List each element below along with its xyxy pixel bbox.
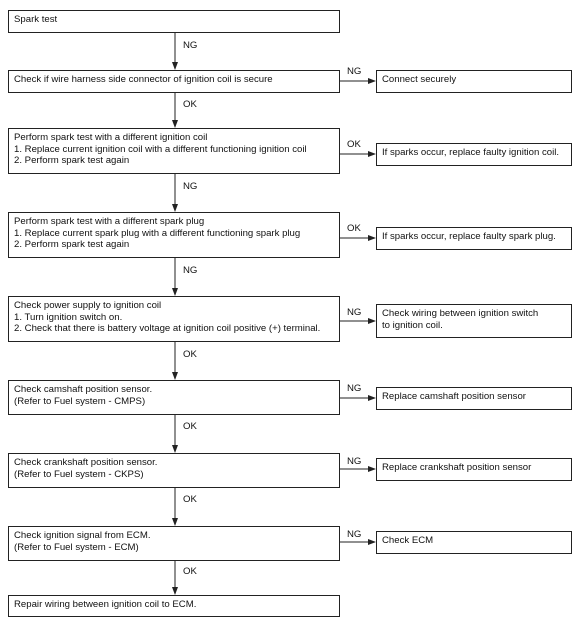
branch-replace-ignition-coil: [376, 143, 572, 166]
down-arrow-head: [172, 587, 178, 595]
branch-label-4: NG: [347, 307, 362, 318]
step-spark-test: [8, 10, 340, 33]
branch-label-1: NG: [347, 66, 362, 77]
step-text: Perform spark test with a different ignition coil: [14, 132, 208, 143]
branch-text: Replace camshaft position sensor: [382, 391, 526, 402]
step-test-ignition-coil: [8, 128, 340, 174]
step-check-cmps: [8, 380, 340, 415]
branch-arrow-head: [368, 151, 376, 157]
branch-text: Replace crankshaft position sensor: [382, 462, 532, 473]
step-text: (Refer to Fuel system - CKPS): [14, 468, 144, 480]
step-text: 2. Perform spark test again: [14, 239, 130, 250]
down-label-4: NG: [183, 265, 198, 276]
branch-arrow-head: [368, 78, 376, 84]
step-test-spark-plug: [8, 212, 340, 258]
branch-label-6: NG: [347, 456, 362, 467]
step-text: (Refer to Fuel system - ECM): [14, 541, 139, 553]
step-text: Check crankshaft position sensor.: [14, 457, 158, 468]
step-text: Perform spark test with a different spark plug: [14, 216, 205, 227]
step-text: Check ignition signal from ECM.: [14, 530, 151, 541]
branch-text: Check ECM: [382, 535, 434, 546]
branch-label-2: OK: [347, 139, 361, 150]
step-text: (Refer to Fuel system - CMPS): [14, 395, 146, 407]
branch-label-7: NG: [347, 529, 362, 540]
branch-check-ecm: [376, 531, 572, 554]
down-arrow-head: [172, 288, 178, 296]
branch-text: Check wiring between ignition switch: [382, 308, 539, 319]
step-text: Check if wire harness side connector of ignition coil is secure: [14, 74, 273, 85]
step-text: Check power supply to ignition coil: [14, 300, 162, 311]
branch-text: to ignition coil.: [382, 319, 443, 331]
step-text: Check camshaft position sensor.: [14, 384, 153, 395]
down-label-5: OK: [183, 349, 197, 360]
step-text: 1. Turn ignition switch on.: [14, 311, 123, 323]
down-label-3: NG: [183, 181, 198, 192]
down-arrow-head: [172, 204, 178, 212]
down-arrow-head: [172, 445, 178, 453]
step-text: 1. Replace current spark plug with a different functioning spark plug: [14, 227, 301, 239]
down-arrow-head: [172, 62, 178, 70]
branch-arrow-head: [368, 318, 376, 324]
step-text: 1. Replace current ignition coil with a different functioning ignition coil: [14, 143, 307, 155]
branch-label-3: OK: [347, 223, 361, 234]
branch-text: Connect securely: [382, 74, 457, 85]
down-arrow-head: [172, 518, 178, 526]
branch-check-switch-wiring: [376, 304, 572, 338]
down-label-6: OK: [183, 421, 197, 432]
step-text: 2. Perform spark test again: [14, 155, 130, 166]
branch-replace-cmps: [376, 387, 572, 410]
down-label-8: OK: [183, 566, 197, 577]
branch-arrow-head: [368, 395, 376, 401]
branch-label-5: NG: [347, 383, 362, 394]
branch-text: If sparks occur, replace faulty spark plug.: [382, 231, 556, 242]
branch-arrow-head: [368, 539, 376, 545]
step-check-power-supply: [8, 296, 340, 342]
step-text: Spark test: [14, 14, 58, 25]
down-label-1: NG: [183, 40, 198, 51]
branch-replace-ckps: [376, 458, 572, 481]
down-label-2: OK: [183, 99, 197, 110]
step-check-ckps: [8, 453, 340, 488]
branch-replace-spark-plug: [376, 227, 572, 250]
branch-text: If sparks occur, replace faulty ignition coil.: [382, 147, 560, 158]
step-repair-wiring: [8, 595, 340, 617]
step-text: Repair wiring between ignition coil to ECM.: [14, 599, 197, 610]
down-arrow-head: [172, 372, 178, 380]
down-label-7: OK: [183, 494, 197, 505]
step-check-connector: [8, 70, 340, 93]
step-text: 2. Check that there is battery voltage at ignition coil positive (+) terminal.: [14, 323, 321, 334]
branch-arrow-head: [368, 466, 376, 472]
branch-connect-securely: [376, 70, 572, 93]
branch-arrow-head: [368, 235, 376, 241]
step-check-ecm-signal: [8, 526, 340, 561]
down-arrow-head: [172, 120, 178, 128]
